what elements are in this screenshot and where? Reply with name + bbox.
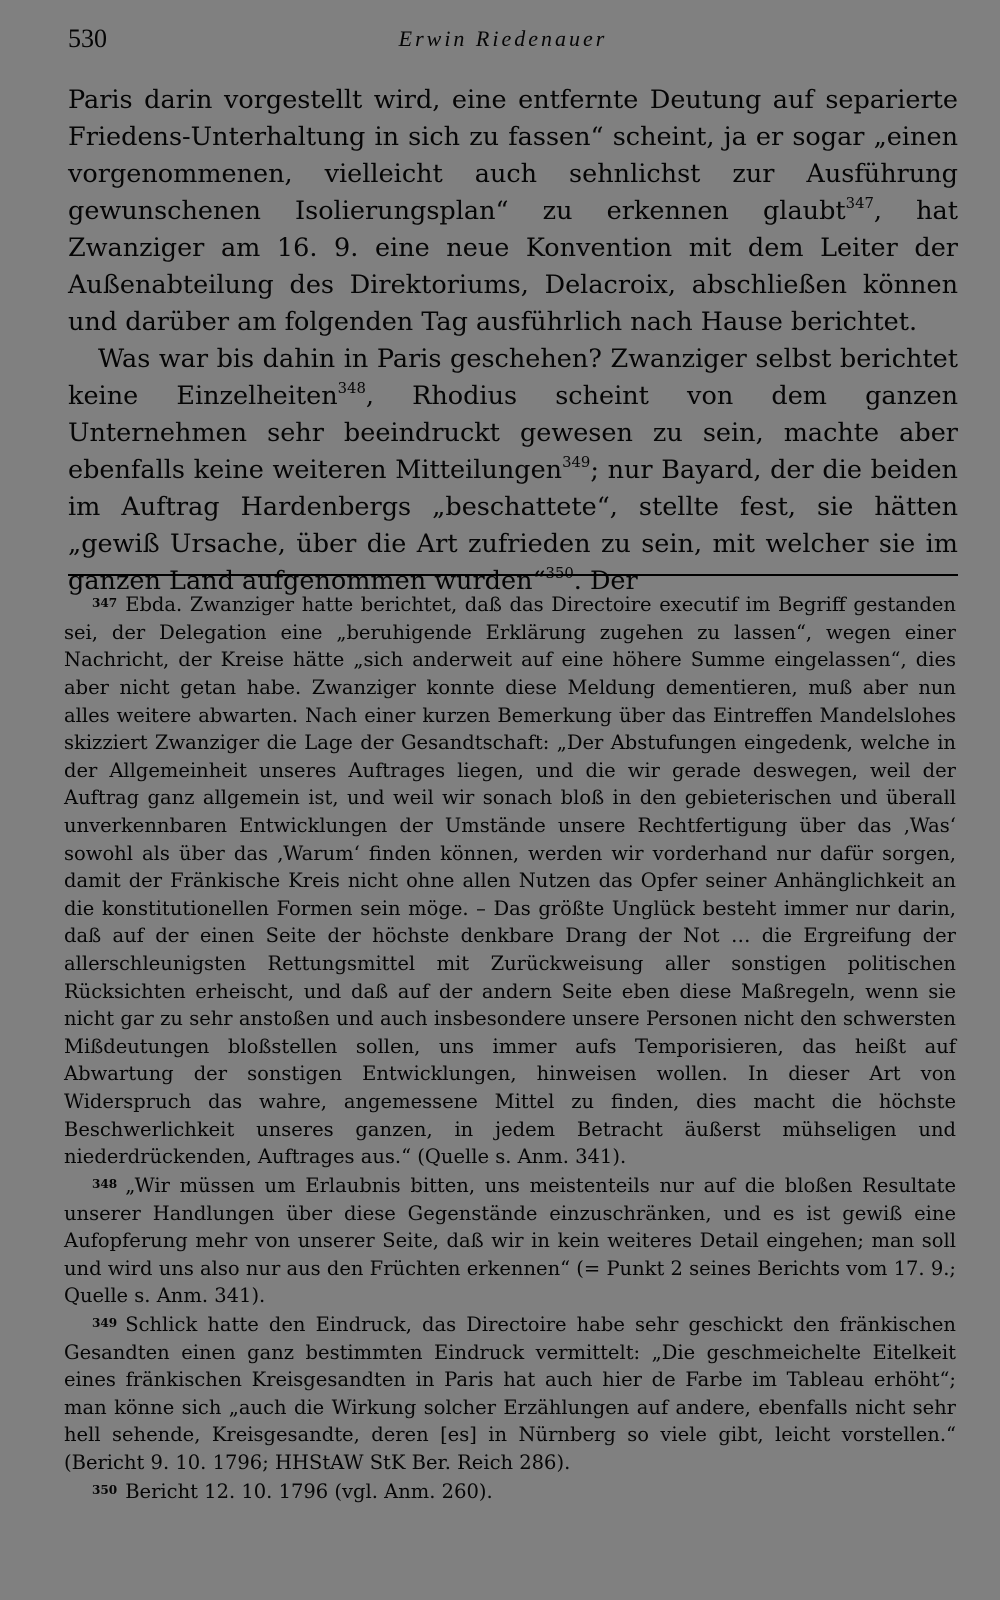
footnote-ref[interactable]: 347: [845, 194, 874, 212]
footnote-separator: [68, 574, 958, 576]
footnote-ref[interactable]: 348: [337, 379, 366, 397]
footnote-text: Ebda. Zwanziger hatte berichtet, daß das Directoire executif im Begriff gestanden sei, der Delegation eine „beruhigende Erklärung zugehen zu lassen“, wegen einer Nachricht, der Kreise hätte „sich anderweit auf eine höhere Summe eingelassen“, dies aber nicht getan habe. Zwanziger konnte diese Meldung dementieren, muß aber nun alles weitere abwarten. Nach einer kurzen Bemerkung über das Eintreffen Mandelslohes skizziert Zwanziger die Lage der Gesandtschaft: „Der Abstufungen eingedenk, welche in der Allgemeinheit unseres Auftrages liegen, und die wir gerade deswegen, weil der Auftrag ganz allgemein ist, und weil wir sonach bloß in den gebieterischen und überall unverkennbaren Entwicklungen der Umstände unsere Rechtfertigung über das ‚Was‘ sowohl als über das ‚Warum‘ finden können, werden wir vorderhand nur dafür sorgen, damit der Fränkische Kreis nicht ohne allen Nutzen das Opfer seiner Anhänglichkeit an die konstitutionellen Formen sein möge. – Das größte Unglück besteht immer nur darin, daß auf der einen Seite der höchste denkbare Drang der Not … die Ergreifung der allerschleunigsten Rettungsmittel mit Zurückweisung aller sonstigen politischen Rücksichten erheischt, und daß auf der andern Seite eben diese Maßregeln, wenn sie nicht gar zu sehr anstoßen und auch insbesondere unsere Personen nicht den schwersten Mißdeutungen bloßstellen sollen, uns immer aufs Temporisieren, das heißt auf Abwartung der sonstigen Entwicklungen, hinweisen wollen. In dieser Art von Widerspruch das wahre, angemessene Mittel zu finden, dies macht die höchste Beschwerlichkeit unseres ganzen, in jedem Betracht äußerst mühseligen und niederdrückenden, Auftrages aus.“ (Quelle s. Anm. 341).: [64, 593, 956, 1169]
footnote-ref[interactable]: 350: [545, 564, 574, 582]
footnote-text: Bericht 12. 10. 1796 (vgl. Anm. 260).: [125, 1479, 493, 1503]
footnote: [64, 1477, 956, 1506]
footnote: [64, 590, 956, 1171]
footnote-number: 348: [92, 1176, 118, 1191]
page-number: 530: [68, 24, 107, 53]
footnote: [64, 1171, 956, 1310]
footnote-number: 350: [92, 1482, 118, 1497]
running-head: Erwin Riedenauer: [398, 26, 608, 51]
page-header: [68, 24, 938, 60]
footnote-text: „Wir müssen um Erlaubnis bitten, uns meistenteils nur auf die bloßen Resultate unserer Handlungen über diese Gegenstände einzuschränken, und es ist gewiß eine Aufopferung mehr von unserer Seite, daß wir in kein weiteres Detail eingehen; man soll und wird uns also nur aus den Früchten erkennen“ (= Punkt 2 seines Berichts vom 17. 9.; Quelle s. Anm. 341).: [64, 1173, 957, 1308]
footnote-text: Schlick hatte den Eindruck, das Directoire habe sehr geschickt den fränkischen Gesandten einen ganz bestimmten Eindruck vermittelt: „Die geschmeichelte Eitelkeit eines fränkischen Kreisgesandten in Paris hat auch hier de Farbe im Tableau erhöht“; man könne sich „auch die Wirkung solcher Erzählungen auf andere, ebenfalls nicht sehr hell sehende, Kreisgesandte, deren [es] in Nürnberg so viele gibt, leicht vorstellen.“ (Bericht 9. 10. 1796; HHStAW StK Ber. Reich 286).: [64, 1313, 956, 1475]
footnote: [64, 1310, 956, 1477]
footnotes: [64, 590, 956, 1505]
paragraph: Was war bis dahin in Paris geschehen? Zwanziger selbst berichtet keine Einzelheiten$^{348}$, Rhodius scheint von dem ganzen Unternehmen sehr beeindruckt gewesen zu sein, machte aber ebenfalls keine weiteren Mitteilungen$^{349}$; nur Bayard, der die beiden im Auftrag Hardenbergs „beschattete“, stellte fest, sie hätten „gewiß Ursache, über die Art zufrieden zu sein, mit welcher sie im ganzen Land aufgenommen wurden“$^{350}$. Der: [68, 344, 958, 596]
footnote-number: 347: [92, 596, 118, 610]
paragraph: Paris darin vorgestellt wird, eine entfernte Deutung auf separierte Friedens-Unterhaltung in sich zu fassen“ scheint, ja er sogar „einen vorgenommenen, vielleicht auch sehnlichst zur Ausführung gewunschenen Isolierungsplan“ zu erkennen glaubt$^{347}$, hat Zwanziger am 16. 9. eine neue Konvention mit dem Leiter der Außenabteilung des Direktoriums, Delacroix, abschließen können und darüber am folgenden Tag ausführlich nach Hause berichtet.: [68, 85, 959, 337]
footnote-ref[interactable]: 349: [562, 453, 591, 471]
footnote-number: 349: [92, 1315, 118, 1330]
main-text: [68, 82, 958, 600]
